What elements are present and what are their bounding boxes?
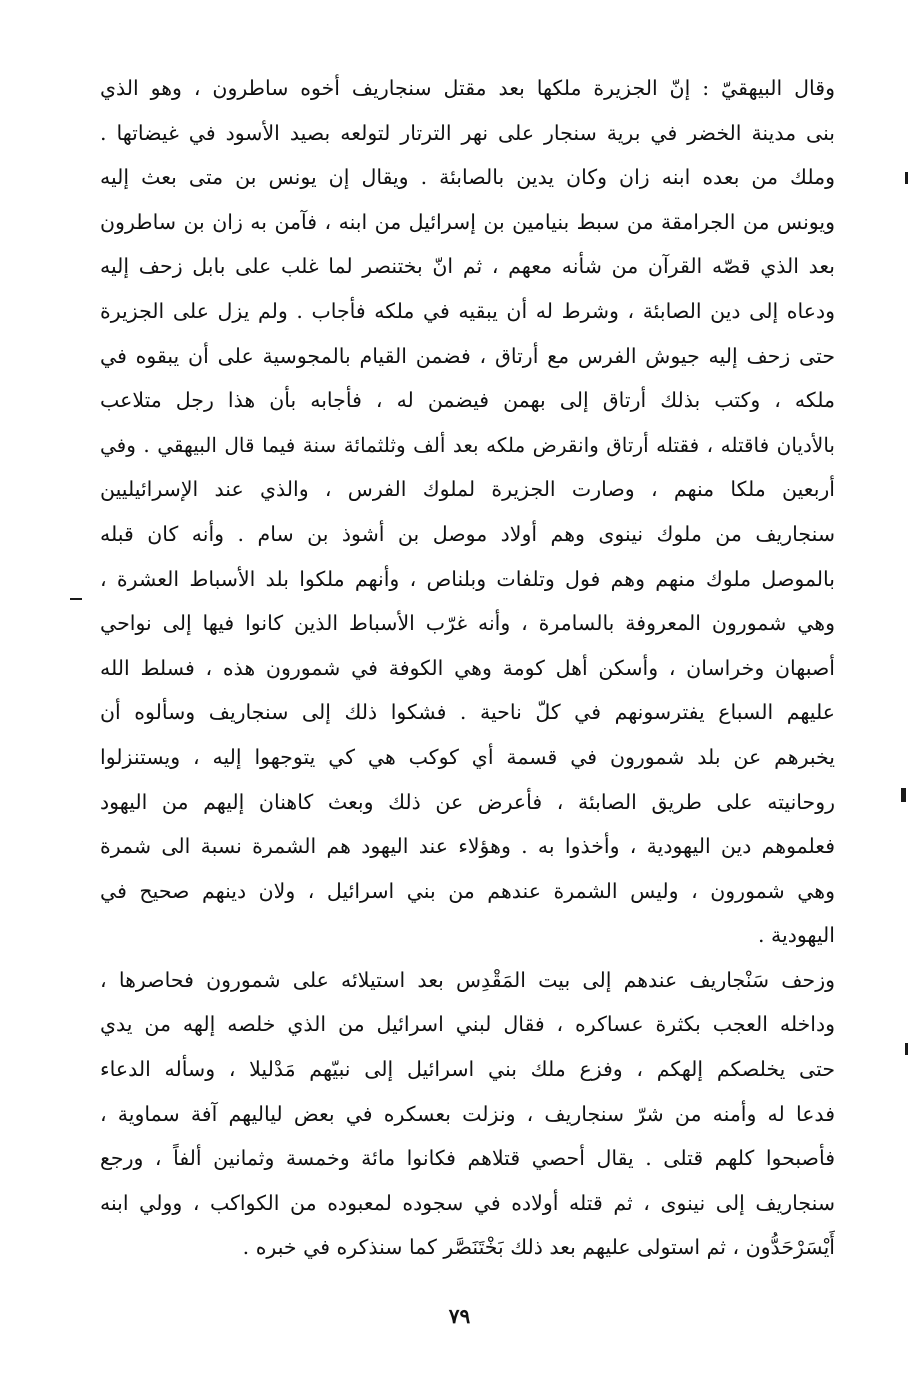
text-line: وهي شمورون ، وليس الشمرة عندهم من بني اسرائيل ، ولان دينهم صحيح في	[100, 878, 835, 903]
paragraph-end-line: اليهودية .	[757, 923, 835, 948]
text-line: عليهم السباع يفترسونهم في كلّ ناحية . فشكوا ذلك إلى سنجاريف وسألوه أن	[100, 700, 835, 725]
body-text	[100, 66, 835, 1270]
page-number: ٧٩	[448, 1304, 471, 1328]
text-line: بعد الذي قصّه القرآن من شأنه معهم ، ثم انّ بختنصر لما غلب على بابل زحف إليه	[100, 254, 835, 279]
text-line: روحانيته على طريق الصابئة ، فأعرض عن ذلك وبعث كاهنان إليهم من اليهود	[100, 789, 835, 814]
text-line: وملك من بعده ابنه زان وكان يدين بالصابئة . ويقال إن يونس بن متى بعث إليه	[100, 165, 835, 190]
text-line: بالموصل ملوك منهم وهم فول وتلفات وبلناص ، وأنهم ملكوا بلد الأسباط العشرة ،	[100, 566, 835, 591]
text-line: وقال البيهقيّ : إنّ الجزيرة ملكها بعد مقتل سنجاريف أخوه ساطرون ، وهو الذي	[100, 76, 835, 100]
paragraph-end-line: أَيْسَرْحَدُّون ، ثم استولى عليهم بعد ذلك بَخْتَنَصَّر كما سنذكره في خبره .	[242, 1235, 835, 1260]
text-line: أربعين ملكا منهم ، وصارت الجزيرة لملوك الفرس ، والذي عند الإسرائيليين	[100, 477, 835, 502]
text-line: بالأديان فاقتله ، فقتله أرتاق وانقرض ملكه بعد ألف وثلثمائة سنة فيما قال البيهقي . وفي	[100, 432, 835, 457]
text-line: وهي شمورون المعروفة بالسامرة ، وأنه غرّب الأسباط الذين كانوا فيها إلى نواحي	[100, 611, 835, 636]
text-line: وداخله العجب بكثرة عساكره ، فقال لبني اسرائيل من الذي خلصه إلهه من يدي	[100, 1012, 835, 1037]
text-line: أصبهان وخراسان ، وأسكن أهل كومة وهي الكوفة في شمورون هذه ، فسلط الله	[100, 655, 835, 680]
text-line: ملكه ، وكتب بذلك أرتاق إلى بهمن فيضمن له ، فأجابه بأن هذا رجل متلاعب	[100, 388, 835, 413]
margin-mark	[905, 1043, 908, 1055]
text-line: فدعا له وأمنه من شرّ سنجاريف ، ونزلت بعسكره في بعض لياليهم آفة سماوية ،	[100, 1101, 835, 1126]
text-line: وزحف سَنْجاريف عندهم إلى بيت المَقْدِس بعد استيلائه على شمورون فحاصرها ،	[100, 967, 835, 992]
text-line: حتى يخلصكم إلهكم ، وفزع ملك بني اسرائيل إلى نبيّهم مَدْليلا ، وسأله الدعاء	[100, 1057, 835, 1082]
margin-mark	[70, 598, 82, 600]
text-line: يخبرهم عن بلد شمورون في قسمة أي كوكب هي كي يتوجهوا إليه ، ويستنزلوا	[100, 744, 835, 769]
text-line: ويونس من الجرامقة من سبط بنيامين بن إسرائيل من ابنه ، فآمن به زان بن ساطرون	[100, 209, 835, 234]
text-line: فعلموهم دين اليهودية ، وأخذوا به . وهؤلاء عند اليهود هم الشمرة نسبة الى شمرة	[100, 834, 835, 859]
text-line: ودعاه إلى دين الصابئة ، وشرط له أن يبقيه في ملكه فأجاب . ولم يزل على الجزيرة	[100, 298, 835, 323]
text-line: حتى زحف إليه جيوش الفرس مع أرتاق ، فضمن القيام بالمجوسية على أن يبقوه في	[100, 343, 835, 368]
text-line: سنجاريف إلى نينوى ، ثم قتله أولاده في سجوده لمعبوده من الكواكب ، وولي ابنه	[100, 1190, 835, 1215]
text-line: فأصبحوا كلهم قتلى . يقال أحصي قتلاهم فكانوا مائة وخمسة وثمانين ألفاً ، ورجع	[100, 1146, 835, 1171]
text-line: بنى مدينة الخضر في برية سنجار على نهر الترتار لتولعه بصيد الأسود في غيضاتها .	[100, 120, 835, 145]
margin-mark	[901, 788, 906, 802]
margin-mark	[905, 172, 908, 184]
text-line: سنجاريف من ملوك نينوى وهم أولاد موصل بن أشوذ بن سام . وأنه كان قبله	[100, 521, 835, 546]
